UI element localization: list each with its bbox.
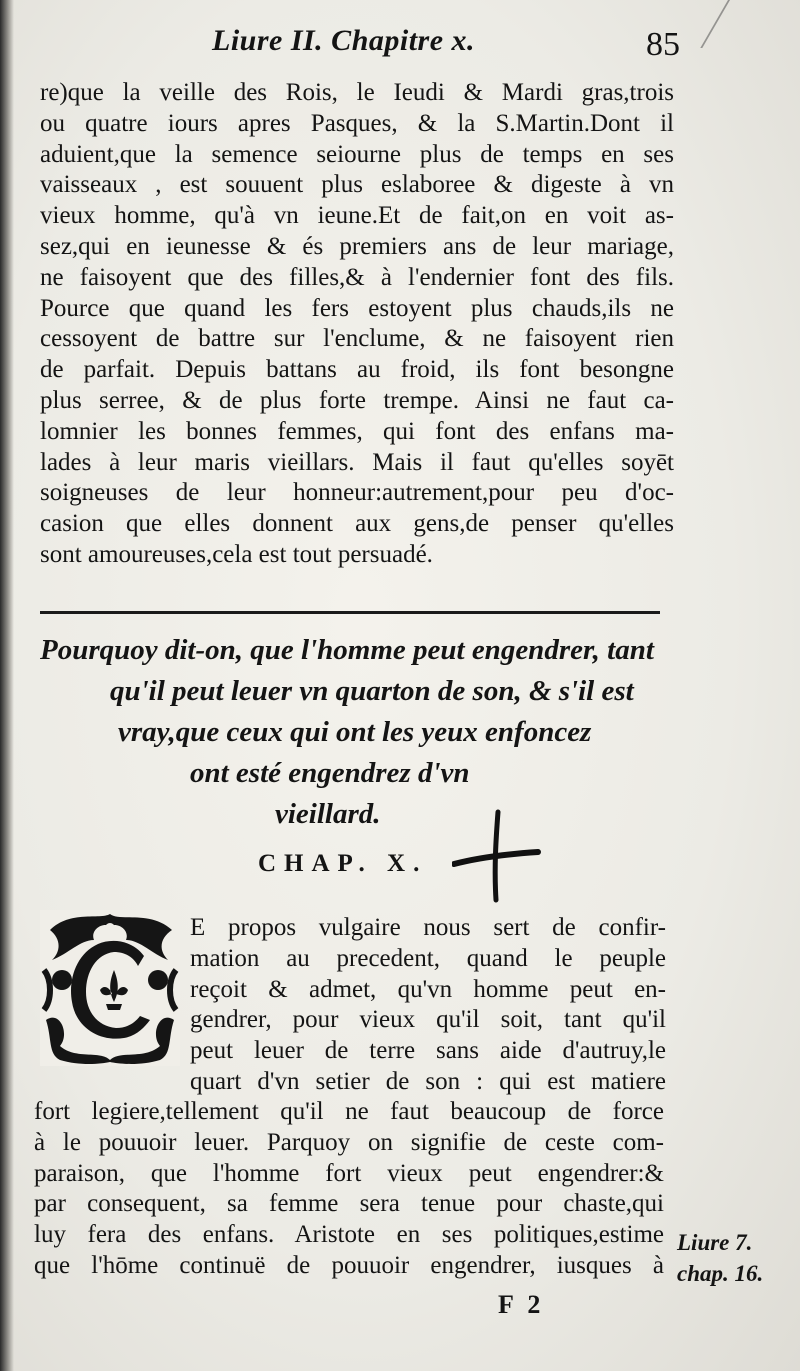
text-line: quart d'vn setier de son : qui est matiere [190, 1067, 666, 1095]
chapter-title-line: Pourquoy dit-on, que l'homme peut engendrer, tant [40, 634, 654, 666]
page-number: 85 [646, 26, 680, 63]
paragraph-2 [34, 1097, 664, 1282]
text-line: ne faisoyent que des filles,& à l'endernier font des fils. [40, 263, 674, 291]
text-line: à le pouuoir leuer. Parquoy on signifie de ceste com- [34, 1128, 664, 1156]
text-line: que l'hōme continuë de pouuoir engendrer, iusques à [34, 1251, 664, 1279]
text-line: plus serree, & de plus forte trempe. Ainsi ne faut ca- [40, 386, 674, 414]
chapter-title-line: qu'il peut leuer vn quarton de son, & s'il est [110, 675, 634, 707]
marginal-note [677, 1228, 797, 1290]
page-corner-fold [700, 0, 800, 48]
marginal-note-line: chap. 16. [677, 1260, 764, 1286]
text-line: casion que elles donnent aux gens,de penser qu'elles [40, 510, 674, 538]
marginal-note-line: Liure 7. [677, 1230, 753, 1255]
chapter-title-line: vieillard. [275, 798, 381, 830]
ornamental-initial-c [40, 910, 180, 1066]
text-line: ou quatre iours apres Pasques, & la S.Martin.Dont il [40, 109, 674, 137]
chapter-title-line: ont esté engendrez d'vn [190, 757, 470, 789]
signature-mark: F 2 [498, 1290, 545, 1319]
text-line: reçoit & admet, qu'vn homme peut en- [190, 975, 666, 1003]
paragraph-2-indented [190, 913, 666, 1098]
chapter-title-line: vray,que ceux qui ont les yeux enfoncez [118, 716, 592, 748]
text-line: vieux homme, qu'à vn ieune.Et de fait,on en voit as- [40, 202, 674, 230]
section-divider [40, 611, 660, 614]
text-line: paraison, que l'homme fort vieux peut engendrer:& [34, 1159, 664, 1187]
chapter-label: CHAP. X. [258, 850, 428, 877]
text-line: lades à leur maris vieillars. Mais il faut qu'elles soyēt [40, 448, 674, 476]
paragraph-1 [40, 78, 674, 571]
text-line: re)que la veille des Rois, le Ieudi & Mardi gras,trois [40, 79, 674, 106]
text-line: sont amoureuses,cela est tout persuadé. [40, 540, 433, 568]
text-line: par consequent, sa femme sera tenue pour chaste,qui [34, 1190, 664, 1218]
text-line: luy fera des enfans. Aristote en ses politiques,estime [34, 1221, 664, 1249]
text-line: aduient,que la semence seiourne plus de temps en ses [40, 140, 674, 168]
handwritten-cross-mark [452, 808, 542, 904]
text-line: peut leuer de terre sans aide d'autruy,le [190, 1037, 666, 1065]
page-header [200, 18, 680, 70]
chapter-title [40, 630, 680, 835]
text-line: soigneuses de leur honneur:autrement,pour peu d'oc- [40, 479, 674, 507]
text-line: vaisseaux , est souuent plus eslaboree & digeste à vn [40, 171, 674, 199]
text-line: mation au precedent, quand le peuple [190, 944, 666, 972]
running-head: Liure II. Chapitre x. [212, 24, 476, 57]
text-line: cessoyent de battre sur l'enclume, & ne faisoyent rien [40, 325, 674, 353]
text-line: gendrer, pour vieux qu'il soit, tant qu'il [190, 1006, 666, 1034]
text-line: Pource que quand les fers estoyent plus chauds,ils ne [40, 294, 674, 322]
text-line: lomnier les bonnes femmes, qui font des enfans ma- [40, 417, 674, 445]
text-line: E propos vulgaire nous sert de confir- [190, 914, 666, 941]
text-line: sez,qui en ieunesse & és premiers ans de leur mariage, [40, 232, 674, 260]
text-line: de parfait. Depuis battans au froid, ils font besongne [40, 356, 674, 384]
page-spine-shadow [0, 0, 14, 1371]
text-line: fort legiere,tellement qu'il ne faut beaucoup de force [34, 1098, 664, 1125]
